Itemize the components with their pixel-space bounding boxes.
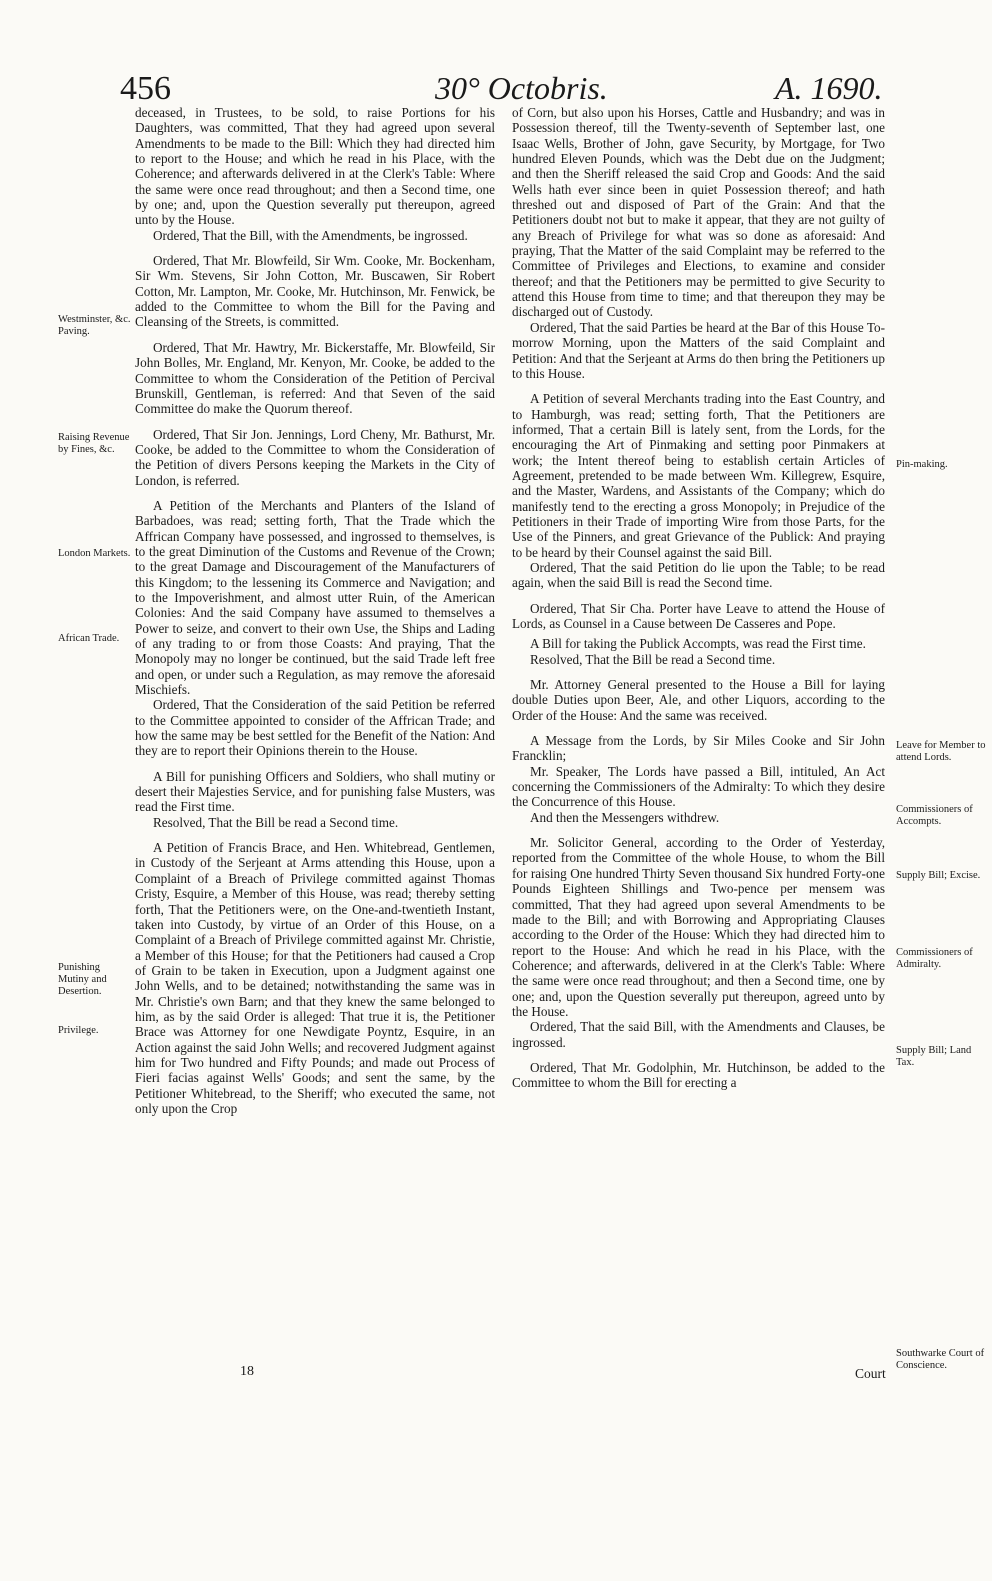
margin-note-punishing-mutiny: Punishing Mutiny and Desertion.	[58, 962, 107, 997]
paragraph: Mr. Speaker, The Lords have passed a Bill, intituled, An Act concerning the Commissioners of the Admiralty: To which they desire the Concurrence of this House.	[512, 763, 885, 810]
paragraph: A Petition of Francis Brace, and Hen. Whitebread, Gentlemen, in Custody of the Serjeant at Arms attending this House, upon a Complaint of a Breach of Privilege committed against Thomas Cristy, Esquire, a Member of this House, was read; thereby setting forth, That the Petitioners were, on the One-and-twentieth Instant, taken into Custody, by virtue of an Order of this House, on a Complaint of a Breach of Privilege committed against Mr. Christie, a Member of this House; for that the Petitioners had caused a Crop of Grain to be taken in Execution, upon a Judgment against one John Wells, and to be detained; notwithstanding the same was in Mr. Christie's own Barn; and that they knew the same belonged to him, as by the said Order is alleged: That true it is, the Petitioner Brace was Attorney for one Newdigate Poyntz, Esquire, in an Action against the said John Wells; and recovered Judgment against him for Two hundred and Fifty Pounds; and made out Process of Fieri facias against Wells' Goods; and sent the same, by the Petitioner Whitebread, to the Sheriff; who executed the same, not only upon the Crop	[135, 840, 495, 1116]
paragraph: A Message from the Lords, by Sir Miles Cooke and Sir John Francklin;	[512, 733, 885, 764]
margin-note-raising-revenue: Raising Revenue by Fines, &c.	[58, 432, 130, 455]
paragraph: Ordered, That the Bill, with the Amendments, be ingrossed.	[153, 227, 468, 243]
page-date: 30° Octobris.	[435, 70, 608, 106]
page-year: A. 1690.	[775, 70, 883, 106]
margin-note-pin-making: Pin-making.	[896, 459, 948, 470]
signature-mark: 18	[240, 1364, 254, 1379]
margin-note-commissioners-accompts: Commissioners of Accompts.	[896, 804, 973, 827]
catchword: Court	[855, 1366, 886, 1381]
paragraph: A Bill for punishing Officers and Soldiers, who shall mutiny or desert their Majesties Service, and for punishing false Musters, was read the First time.	[135, 768, 495, 815]
paragraph: Ordered, That Sir Cha. Porter have Leave to attend the House of Lords, as Counsel in a Cause between De Casseres and Pope.	[512, 600, 885, 631]
margin-note-commissioners-admiralty: Commissioners of Admiralty.	[896, 947, 973, 970]
margin-note-african-trade: African Trade.	[58, 633, 120, 644]
margin-note-westminster: Westminster, &c. Paving.	[58, 314, 131, 337]
margin-note-supply-land-tax: Supply Bill; Land Tax.	[896, 1045, 972, 1068]
paragraph: Ordered, That Mr. Blowfeild, Sir Wm. Cooke, Mr. Bockenham, Sir Wm. Stevens, Sir John Cotton, Mr. Buscawen, Sir Robert Cotton, Mr. Lampton, Mr. Cooke, Mr. Hutchinson, Mr. Fenwick, be added to the Committee to whom the Bill for the Paving and Cleansing of the Streets, is committed.	[135, 253, 495, 330]
paragraph: And then the Messengers withdrew.	[530, 809, 720, 825]
paragraph: Ordered, That the Consideration of the said Petition be referred to the Committee appointed to consider of the Affrican Trade; and how the same may be best settled for the Benefit of the Nation: And they are to report their Opinions therein to the House.	[135, 697, 495, 759]
margin-note-london-markets: London Markets.	[58, 548, 131, 559]
paragraph: Ordered, That the said Petition do lie upon the Table; to be read again, when the said Bill is read the Second time.	[512, 559, 885, 591]
paragraph: A Petition of several Merchants trading into the East Country, and to Hamburgh, was read; setting forth, That the Petitioners are informed, That a certain Bill is lately sent, from the Lords, for the encouraging the Art of Pinmaking and setting poor Pinmakers at work; the Intent thereof being to establish certain Articles of Agreement, pretended to be made between Wm. Killegrew, Esquire, and the Master, Wardens, and Assistants of the Company; which do manifestly tend to the erecting a gross Monopoly; in Prejudice of the Petitioners in their Trade of importing Wire from those Parts, for the Use of the Pinners, and great Grievance of the Publick: And praying to be heard by their Counsel against the said Bill.	[512, 391, 885, 560]
page-number: 456	[120, 70, 171, 107]
right-column	[512, 105, 885, 1091]
paragraph: Resolved, That the Bill be read a Second time.	[153, 814, 399, 830]
paragraph: Ordered, That the said Parties be heard at the Bar of this House To-morrow Morning, upon the Matters of the said Complaint and Petition: And that the Serjeant at Arms do then bring the Petitioners up to this House.	[512, 319, 885, 381]
paragraph: of Corn, but also upon his Horses, Cattle and Husbandry; and was in Possession thereof, till the Twenty-seventh of September last, one Isaac Wells, Brother of John, gave Security, by Mortgage, for Two hundred Eleven Pounds, which was the Debt due on the Judgment; and then the Sheriff released the said Crop and Goods: And the said Wells hath ever since been in quiet Possession thereof; and hath threshed out and disposed of Part of the Grain: And that the Petitioners doubt not but to make it appear, that they are not guilty of any Breach of Privilege for what was so done as aforesaid: And praying, That the Matter of the said Complaint may be referred to the Committee of Privileges and Elections, to examine and consider thereof; and that the Petitioners may be permitted to give Security to attend this House from time to time; and that thereupon they may be discharged out of Custody.	[512, 105, 885, 320]
paragraph: Mr. Attorney General presented to the House a Bill for laying double Duties upon Beer, Ale, and other Liquors, according to the Order of the House: And the same was received.	[512, 677, 885, 723]
paragraph: Resolved, That the Bill be read a Second time.	[530, 651, 776, 667]
margin-note-southwarke-court: Southwarke Court of Conscience.	[896, 1348, 985, 1371]
paragraph: Mr. Solicitor General, according to the Order of Yesterday, reported from the Committee of the whole House, to whom the Bill for raising One hundred Thirty Seven thousand Six hundred Forty-one Pounds Eighteen Shillings and Two-pence per mensem was committed, That they had agreed upon several Amendments to be made to the Bill; and with Borrowing and Appropriating Clauses according to the Order of the House: Which they had directed him to report to the House: And which he read in his Place, with the Coherence; and afterwards, delivered in at the Clerk's Table: Where the same were once read throughout; and then a Second time, one by one; and, upon the Question severally put thereupon, agreed unto by the House.	[512, 835, 885, 1019]
paragraph: Ordered, That Mr. Hawtry, Mr. Bickerstaffe, Mr. Blowfeild, Sir John Bolles, Mr. England, Mr. Kenyon, Mr. Cooke, be added to the Committee to whom the Consideration of the Petition of Percival Brunskill, Gentleman, is referred: And that Seven of the said Committee do make the Quorum thereof.	[135, 339, 495, 417]
paragraph: deceased, in Trustees, to be sold, to raise Portions for his Daughters, was committed, That they had agreed upon several Amendments to be made to the Bill: Which they had directed him to report to the House; and which he read in his Place, with the Coherence; and afterwards delivered in at the Clerk's Table: Where the same were once read throughout; and then a Second time, one by one; and, upon the Question severally put thereupon, agreed unto by the House.	[135, 105, 495, 228]
paragraph: Ordered, That the said Bill, with the Amendments and Clauses, be ingrossed.	[512, 1019, 885, 1050]
margin-note-leave-for-member: Leave for Member to attend Lords.	[896, 740, 986, 763]
paragraph: Ordered, That Sir Jon. Jennings, Lord Cheny, Mr. Bathurst, Mr. Cooke, be added to the Committee to whom the Consideration of the Petition of divers Persons keeping the Markets in the City of London, is referred.	[135, 426, 495, 488]
page-header	[0, 70, 992, 110]
margin-note-supply-excise: Supply Bill; Excise.	[896, 870, 981, 881]
paragraph: Ordered, That Mr. Godolphin, Mr. Hutchinson, be added to the Committee to whom the Bill for erecting a	[512, 1059, 885, 1091]
left-column	[135, 105, 495, 1116]
margin-note-privilege: Privilege.	[58, 1025, 99, 1036]
paragraph: A Bill for taking the Publick Accompts, was read the First time.	[530, 636, 866, 652]
paragraph: A Petition of the Merchants and Planters of the Island of Barbadoes, was read; setting forth, That the Trade which the Affrican Company have possessed, and ingrossed to themselves, is to the great Diminution of the Customs and Revenue of the Crown; to the great Damage and Discouragement of the Manufacturers of this Kingdom; to the lessening its Commerce and Navigation; and to the Impoverishment, and almost utter Ruin, of the American Colonies: And the said Company have assumed to themselves a Power to seize, and convert to their own Use, the Ships and Lading of any trading to or from those Coasts: And praying, That the Monopoly may no longer be continued, but the said Trade left free and open, or under such a Regulation, as may remove the aforesaid Mischiefs.	[135, 497, 495, 698]
